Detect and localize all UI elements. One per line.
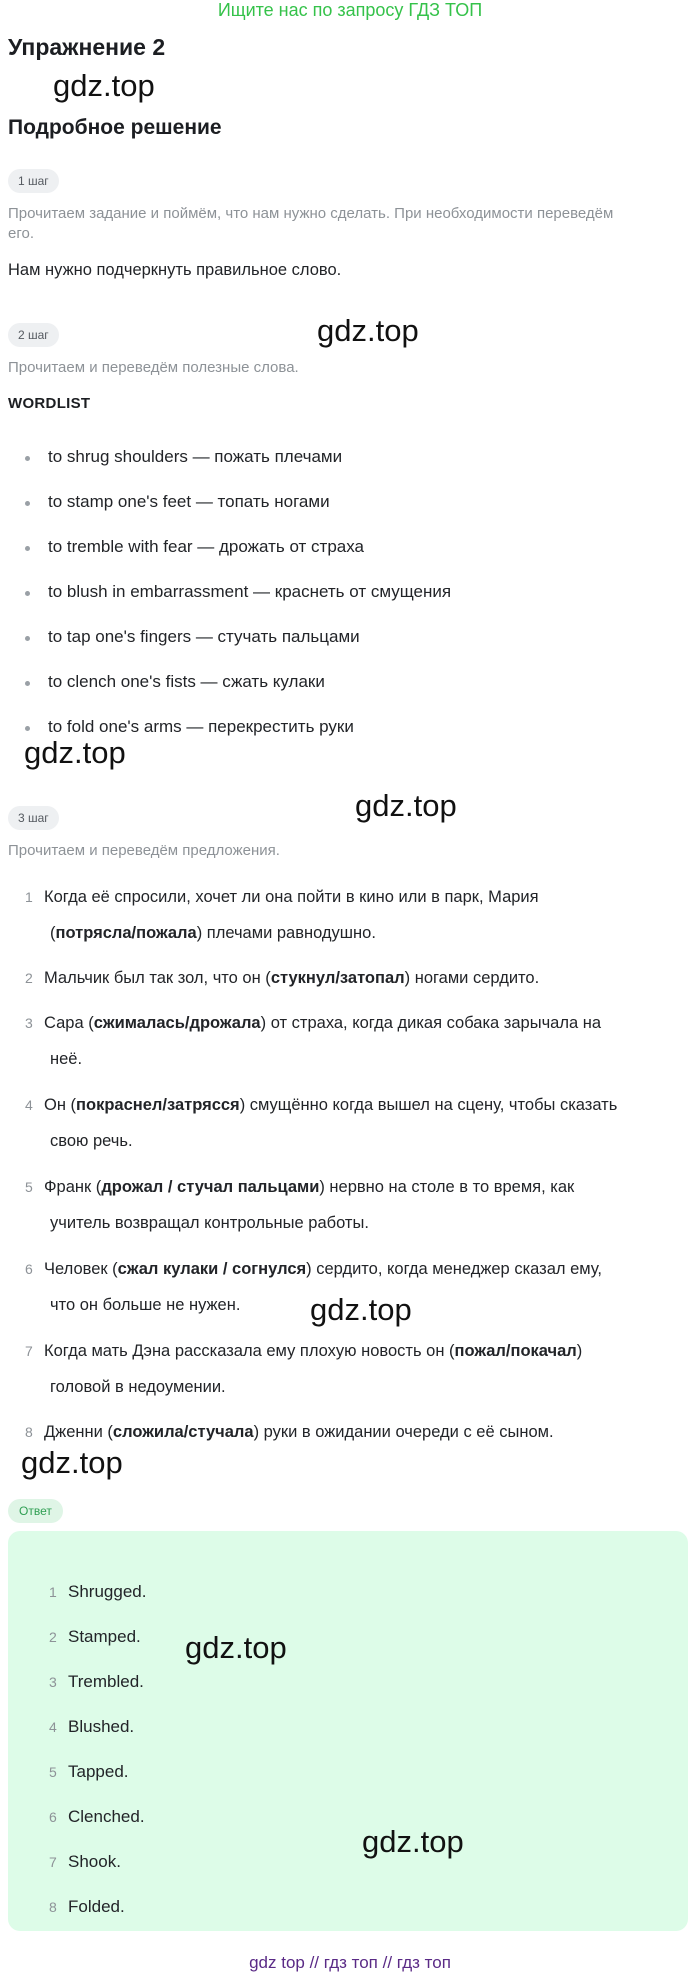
- bullet-icon: [25, 456, 30, 461]
- top-banner[interactable]: Ищите нас по запросу ГДЗ ТОП: [217, 0, 483, 20]
- answer-choice: дрожал / стучал пальцами: [101, 1178, 320, 1196]
- sentence-3-line-2: неё.: [50, 1050, 83, 1068]
- watermark: gdz.top: [310, 1292, 412, 1327]
- answer-item: Shrugged.: [68, 1582, 147, 1601]
- sentence-5-line-2: учитель возвращал контрольные работы.: [50, 1214, 369, 1232]
- answer-item: Folded.: [68, 1897, 125, 1916]
- answer-choice: пожал/покачал: [454, 1342, 577, 1360]
- watermark: gdz.top: [185, 1630, 287, 1665]
- watermark: gdz.top: [355, 788, 457, 823]
- watermark: gdz.top: [362, 1824, 464, 1859]
- answer-number: 3: [49, 1674, 57, 1690]
- step-1-badge: 1 шаг: [8, 169, 59, 193]
- answer-number: 6: [49, 1809, 57, 1825]
- step-1-text: Нам нужно подчеркнуть правильное слово.: [8, 261, 342, 279]
- step-1-hint-line-1: Прочитаем задание и поймём, что нам нужно сделать. При необходимости переведём: [8, 205, 614, 222]
- bullet-icon: [25, 636, 30, 641]
- sentence-number: 5: [25, 1179, 33, 1195]
- answer-choice: потрясла/пожала: [55, 924, 197, 942]
- sentence-number: 6: [25, 1261, 33, 1277]
- wordlist-item: to clench one's fists — сжать кулаки: [48, 672, 325, 691]
- sentence-6-line-2: что он больше не нужен.: [50, 1296, 241, 1314]
- answer-item: Tapped.: [68, 1762, 129, 1781]
- sentence-1-line-1: Когда её спросили, хочет ли она пойти в кино или в парк, Мария: [44, 888, 539, 906]
- bullet-icon: [25, 501, 30, 506]
- wordlist-item: to shrug shoulders — пожать плечами: [48, 447, 343, 466]
- sentence-8: Дженни (сложила/стучала) руки в ожидании очереди с её сыном.: [44, 1423, 554, 1441]
- sentence-number: 1: [25, 889, 33, 905]
- sentence-number: 7: [25, 1343, 33, 1359]
- answer-choice: сжал кулаки / согнулся: [117, 1260, 307, 1278]
- sentence-1-line-2: (потрясла/пожала) плечами равнодушно.: [50, 924, 376, 942]
- sentence-number: 3: [25, 1015, 33, 1031]
- step-1-hint: [8, 204, 693, 244]
- step-2-badge: 2 шаг: [8, 323, 59, 347]
- answer-number: 1: [49, 1584, 57, 1600]
- wordlist-item: to fold one's arms — перекрестить руки: [48, 717, 354, 736]
- solution-title: Подробное решение: [8, 116, 222, 139]
- sentence-number: 2: [25, 970, 33, 986]
- step-2-hint: Прочитаем и переведём полезные слова.: [8, 359, 299, 376]
- bullet-icon: [25, 726, 30, 731]
- answer-number: 4: [49, 1719, 57, 1735]
- bullet-icon: [25, 546, 30, 551]
- sentence-5-line-1: Франк (дрожал / стучал пальцами) нервно на столе в то время, как: [44, 1178, 575, 1196]
- watermark: gdz.top: [24, 735, 126, 770]
- answer-number: 5: [49, 1764, 57, 1780]
- watermark: gdz.top: [21, 1445, 123, 1480]
- watermark: gdz.top: [317, 313, 419, 348]
- sentence-3-line-1: Сара (сжималась/дрожала) от страха, когда дикая собака зарычала на: [44, 1014, 602, 1032]
- bullet-icon: [25, 591, 30, 596]
- answer-item: Shook.: [68, 1852, 121, 1871]
- answer-number: 7: [49, 1854, 57, 1870]
- answer-item: Clenched.: [68, 1807, 145, 1826]
- watermark: gdz.top: [53, 68, 155, 103]
- step-3-hint: Прочитаем и переведём предложения.: [8, 842, 280, 859]
- step-3-badge: 3 шаг: [8, 806, 59, 830]
- footer-links[interactable]: gdz top // гдз топ // гдз топ: [249, 1953, 451, 1972]
- answer-number: 2: [49, 1629, 57, 1645]
- answer-choice: стукнул/затопал: [270, 969, 405, 987]
- sentence-2: Мальчик был так зол, что он (стукнул/затопал) ногами сердито.: [44, 969, 540, 987]
- answer-item: Stamped.: [68, 1627, 141, 1646]
- sentence-7-line-1: Когда мать Дэна рассказала ему плохую новость он (пожал/покачал): [44, 1342, 583, 1360]
- exercise-title: Упражнение 2: [8, 34, 166, 60]
- bullet-icon: [25, 681, 30, 686]
- wordlist-item: to tremble with fear — дрожать от страха: [48, 537, 365, 556]
- sentence-6-line-1: Человек (сжал кулаки / согнулся) сердито, когда менеджер сказал ему,: [44, 1260, 602, 1278]
- sentence-number: 4: [25, 1097, 33, 1113]
- answer-choice: сжималась/дрожала: [93, 1014, 261, 1032]
- sentence-number: 8: [25, 1424, 33, 1440]
- answer-choice: сложила/стучала: [112, 1423, 254, 1441]
- wordlist-item: to stamp one's feet — топать ногами: [48, 492, 330, 511]
- answer-item: Blushed.: [68, 1717, 135, 1736]
- sentence-4-line-1: Он (покраснел/затрясся) смущённо когда вышел на сцену, чтобы сказать: [44, 1096, 618, 1114]
- wordlist-heading: WORDLIST: [8, 395, 91, 412]
- answer-number: 8: [49, 1899, 57, 1915]
- sentence-4-line-2: свою речь.: [50, 1132, 133, 1150]
- wordlist-item: to blush in embarrassment — краснеть от смущения: [48, 582, 452, 601]
- answer-badge: Ответ: [8, 1499, 63, 1523]
- answer-choice: покраснел/затрясся: [76, 1096, 240, 1114]
- sentence-7-line-2: головой в недоумении.: [50, 1378, 226, 1396]
- answer-item: Trembled.: [68, 1672, 144, 1691]
- step-1-hint-line-2: его.: [8, 225, 34, 242]
- wordlist-item: to tap one's fingers — стучать пальцами: [48, 627, 360, 646]
